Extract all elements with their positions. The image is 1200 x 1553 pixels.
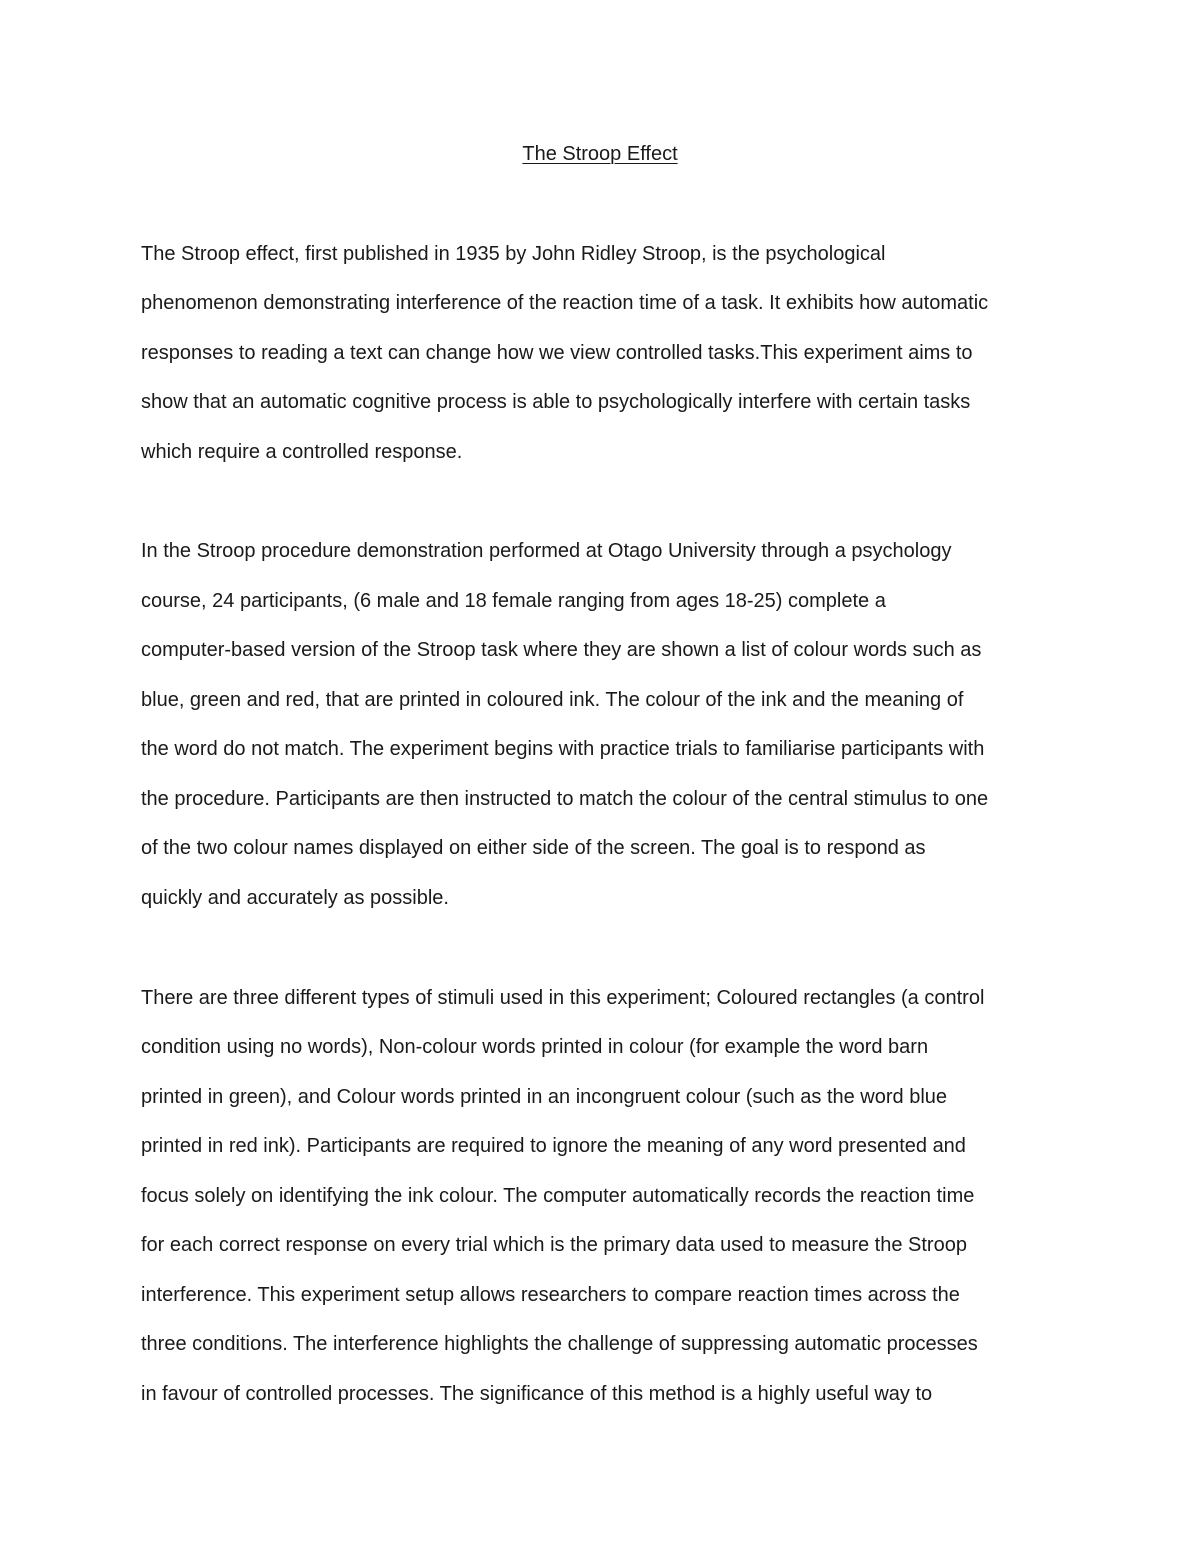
paragraph-2-line: course, 24 participants, (6 male and 18 female ranging from ages 18-25) complete a [141, 590, 886, 612]
paragraph-3-line: focus solely on identifying the ink colour. The computer automatically records the reaction time [141, 1185, 975, 1207]
paragraph-1-line: phenomenon demonstrating interference of the reaction time of a task. It exhibits how automatic [141, 292, 989, 314]
paragraph-2-line: the procedure. Participants are then instructed to match the colour of the central stimulus to one [141, 788, 989, 810]
paragraph-2-line: blue, green and red, that are printed in coloured ink. The colour of the ink and the meaning of [141, 689, 964, 711]
paragraph-3-line: in favour of controlled processes. The significance of this method is a highly useful way to [141, 1383, 933, 1405]
paragraph-3-line: interference. This experiment setup allows researchers to compare reaction times across the [141, 1284, 960, 1306]
paragraph-3-line: for each correct response on every trial which is the primary data used to measure the Stroop [141, 1234, 967, 1256]
paragraph-3-line: printed in red ink). Participants are required to ignore the meaning of any word presented and [141, 1135, 966, 1157]
document-title: The Stroop Effect [522, 143, 678, 165]
paragraph-3-line: There are three different types of stimuli used in this experiment; Coloured rectangles (a control [141, 987, 985, 1009]
paragraph-2-line: the word do not match. The experiment begins with practice trials to familiarise participants with [141, 738, 985, 760]
paragraph-3-line: three conditions. The interference highlights the challenge of suppressing automatic processes [141, 1333, 978, 1355]
paragraph-3-line: printed in green), and Colour words printed in an incongruent colour (such as the word blue [141, 1086, 948, 1108]
paragraph-1-line: show that an automatic cognitive process is able to psychologically interfere with certain tasks [141, 391, 971, 413]
paragraph-3-line: condition using no words), Non-colour words printed in colour (for example the word barn [141, 1036, 929, 1058]
paragraph-2-line: of the two colour names displayed on either side of the screen. The goal is to respond as [141, 837, 926, 859]
paragraph-2-line: In the Stroop procedure demonstration performed at Otago University through a psychology [141, 540, 952, 562]
paragraph-2-line: computer-based version of the Stroop task where they are shown a list of colour words such as [141, 639, 982, 661]
paragraph-1-line: The Stroop effect, first published in 1935 by John Ridley Stroop, is the psychological [141, 243, 886, 265]
paragraph-1-line: which require a controlled response. [141, 441, 463, 463]
paragraph-1-line: responses to reading a text can change how we view controlled tasks.This experiment aims to [141, 342, 973, 364]
paragraph-2-line: quickly and accurately as possible. [141, 887, 449, 909]
